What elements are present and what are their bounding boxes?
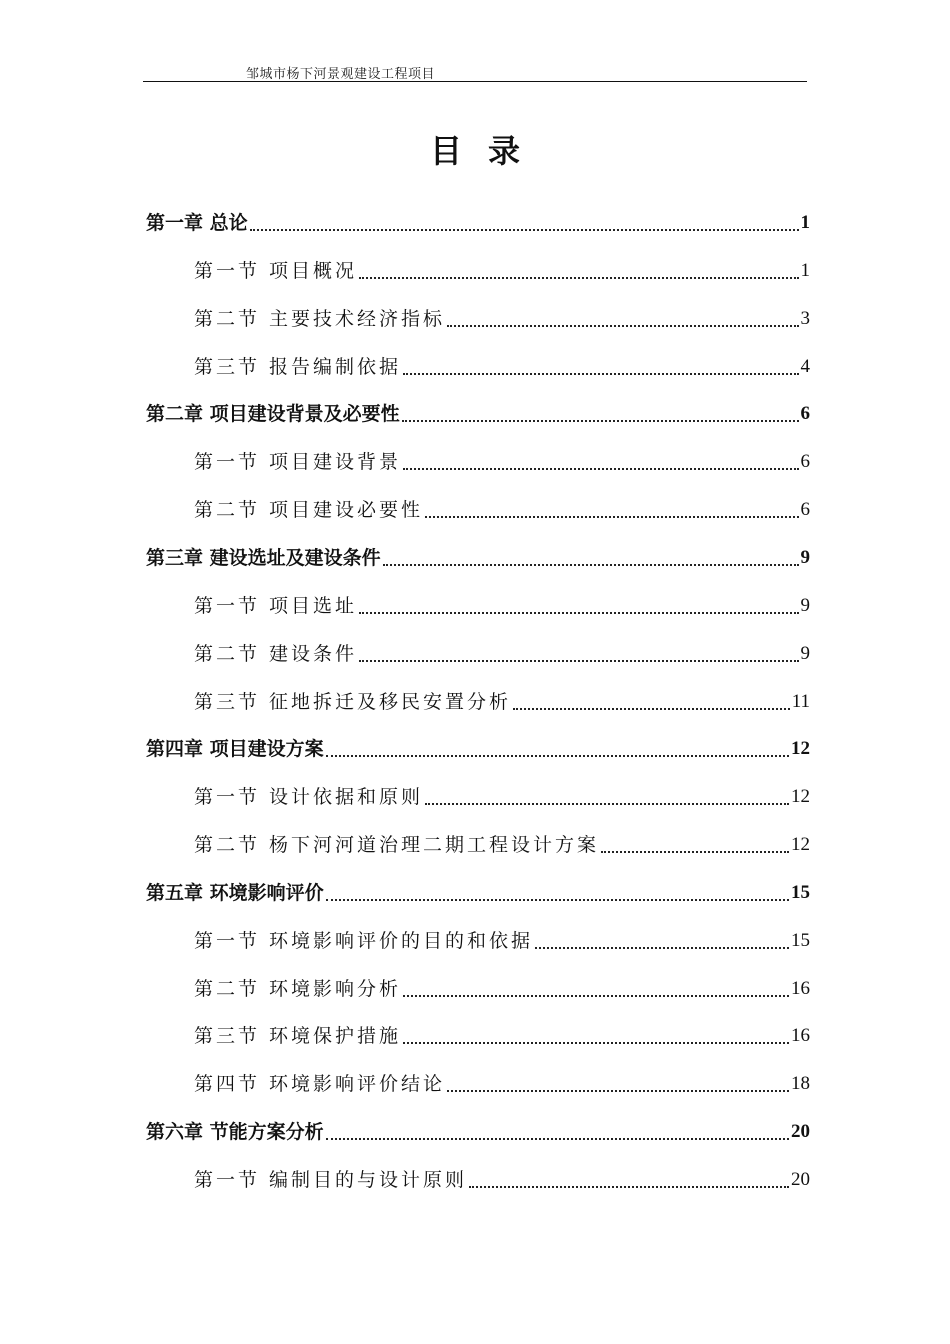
toc-entry-label: 第一章 总论 <box>146 212 248 234</box>
toc-entry-label: 第二节 项目建设必要性 <box>194 499 424 522</box>
toc-page-number: 12 <box>791 786 810 808</box>
toc-entry-label: 第一节 项目概况 <box>194 259 358 282</box>
toc-page-number: 3 <box>800 307 810 329</box>
toc-section-entry[interactable] <box>194 304 810 334</box>
toc-page-number: 9 <box>800 546 810 568</box>
toc-entry-label: 第一节 项目建设背景 <box>194 451 402 474</box>
toc-chapter-entry[interactable] <box>146 399 810 429</box>
running-header: 邹城市杨下河景观建设工程项目 <box>246 67 436 82</box>
toc-section-entry[interactable] <box>194 1165 810 1195</box>
toc-entry-label: 第三节 环境保护措施 <box>194 1025 402 1048</box>
toc-chapter-entry[interactable] <box>146 734 810 764</box>
toc-entry-label: 第四章 项目建设方案 <box>146 738 324 761</box>
toc-entry-label: 第一节 环境影响评价的目的和依据 <box>194 929 534 952</box>
toc-entry-label: 第二节 主要技术经济指标 <box>194 307 446 330</box>
dot-leader <box>425 516 798 518</box>
toc-section-entry[interactable] <box>194 352 810 382</box>
toc-entry-label: 第六章 节能方案分析 <box>146 1121 324 1144</box>
toc-section-entry[interactable] <box>194 926 810 956</box>
toc-entry-label: 第三节 报告编制依据 <box>194 355 402 378</box>
dot-leader <box>403 373 798 375</box>
toc-section-entry[interactable] <box>194 495 810 525</box>
toc-section-entry[interactable] <box>194 447 810 477</box>
toc-section-entry[interactable] <box>194 639 810 669</box>
toc-entry-label: 第四节 环境影响评价结论 <box>194 1073 446 1096</box>
toc-page-number: 6 <box>800 451 810 473</box>
dot-leader <box>447 325 798 327</box>
toc-page-number: 4 <box>800 355 810 377</box>
toc-entry-label: 第五章 环境影响评价 <box>146 881 324 904</box>
toc-section-entry[interactable] <box>194 1021 810 1051</box>
dot-leader <box>359 660 798 662</box>
toc-entry-label: 第三章 建设选址及建设条件 <box>146 546 381 569</box>
dot-leader <box>326 1138 789 1140</box>
toc-page-number: 9 <box>800 642 810 664</box>
toc-section-entry[interactable] <box>194 256 810 286</box>
dot-leader <box>403 1042 789 1044</box>
toc-page-number: 15 <box>791 881 810 903</box>
dot-leader <box>326 755 789 757</box>
toc-chapter-entry[interactable] <box>146 208 810 238</box>
toc-section-entry[interactable] <box>194 974 810 1004</box>
toc-page-number: 12 <box>791 738 810 760</box>
toc-page-number: 11 <box>791 690 810 712</box>
toc-page-number: 20 <box>791 1121 810 1143</box>
dot-leader <box>601 851 789 853</box>
toc-section-entry[interactable] <box>194 830 810 860</box>
toc-entry-label: 第二节 环境影响分析 <box>194 977 402 1000</box>
toc-chapter-entry[interactable] <box>146 1117 810 1147</box>
toc-page-number: 16 <box>791 1025 810 1047</box>
toc-page-number: 12 <box>791 834 810 856</box>
dot-leader <box>359 612 798 614</box>
dot-leader <box>535 947 789 949</box>
toc-entry-label: 第二章 项目建设背景及必要性 <box>146 403 400 426</box>
toc-page-number: 6 <box>800 403 810 425</box>
toc-section-entry[interactable] <box>194 687 810 717</box>
toc-chapter-entry[interactable] <box>146 878 810 908</box>
dot-leader <box>383 564 799 566</box>
dot-leader <box>326 899 789 901</box>
toc-page-number: 6 <box>800 499 810 521</box>
toc-page-number: 1 <box>800 259 810 281</box>
toc-entry-label: 第二节 杨下河河道治理二期工程设计方案 <box>194 834 600 857</box>
toc-chapter-entry[interactable] <box>146 543 810 573</box>
dot-leader <box>250 229 799 231</box>
toc-entry-label: 第一节 编制目的与设计原则 <box>194 1169 468 1191</box>
dot-leader <box>425 803 789 805</box>
dot-leader <box>513 708 790 710</box>
dot-leader <box>403 995 789 997</box>
toc-section-entry[interactable] <box>194 591 810 621</box>
toc-entry-label: 第三节 征地拆迁及移民安置分析 <box>194 690 512 713</box>
toc-entry-label: 第二节 建设条件 <box>194 642 358 665</box>
toc-entry-label: 第一节 设计依据和原则 <box>194 786 424 809</box>
dot-leader <box>359 277 798 279</box>
toc-entry-label: 第一节 项目选址 <box>194 594 358 617</box>
dot-leader <box>447 1090 789 1092</box>
toc-title: 目录 <box>429 132 546 170</box>
toc-section-entry[interactable] <box>194 782 810 812</box>
toc-section-entry[interactable] <box>194 1069 810 1099</box>
header-rule <box>143 81 807 82</box>
dot-leader <box>402 420 799 422</box>
toc-page-number: 16 <box>791 977 810 999</box>
toc-page-number: 1 <box>800 212 810 233</box>
toc-page-number: 9 <box>800 594 810 616</box>
toc-page-number: 20 <box>791 1169 810 1190</box>
dot-leader <box>403 468 798 470</box>
toc-page-number: 15 <box>791 929 810 951</box>
dot-leader <box>469 1186 789 1188</box>
toc-page-number: 18 <box>791 1073 810 1095</box>
